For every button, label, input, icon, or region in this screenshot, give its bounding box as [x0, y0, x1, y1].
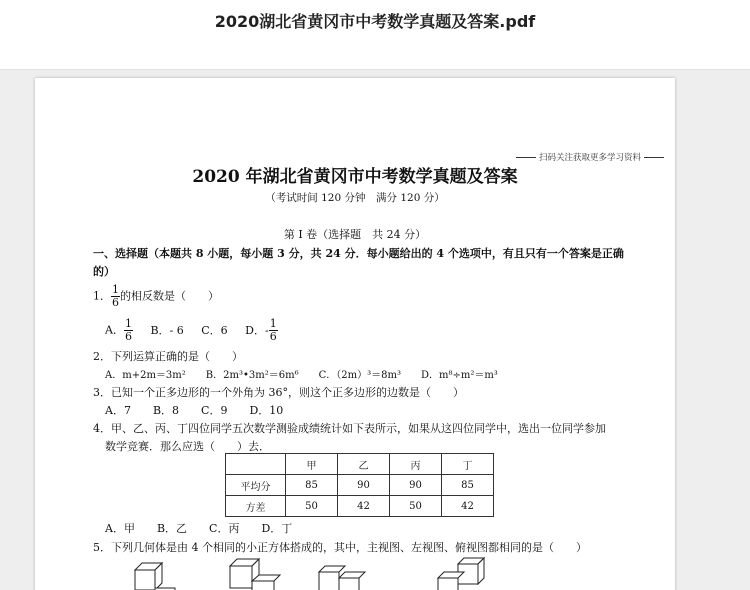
question-2: 2．下列运算正确的是（ ）: [93, 350, 243, 363]
banner-line-right: [644, 157, 664, 158]
figure-c-cubes: [315, 562, 375, 590]
q1-fraction: [111, 284, 120, 309]
pdf-page: [35, 78, 675, 590]
exam-subtitle: （考试时间 120 分钟 满分 120 分）: [265, 192, 445, 204]
q1-d-num: 1: [269, 317, 277, 330]
q1-option-d-label: D．-: [245, 323, 269, 337]
q1-option-d-fraction: [269, 318, 278, 343]
figure-d-cubes: [430, 556, 490, 590]
table-cell: 42: [442, 496, 494, 517]
banner-text: 扫码关注获取更多学习资料: [539, 153, 642, 163]
table-cell: 42: [338, 496, 390, 517]
scores-table: [225, 453, 494, 517]
q1-option-b: B．- 6: [150, 323, 184, 337]
table-header-cell: 丁: [442, 454, 494, 475]
document-title: 2020湖北省黄冈市中考数学真题及答案.pdf: [214, 12, 536, 31]
table-cell: 50: [286, 496, 338, 517]
table-row: [226, 475, 494, 496]
part1-heading-cont: 的）: [93, 265, 115, 278]
q1-text: 的相反数是（ ）: [120, 289, 219, 303]
q3-options: A．7 B．8 C．9 D．10: [105, 404, 284, 417]
question-4-cont: 数学竞赛．那么应选（ ）去．: [105, 440, 270, 453]
table-header-cell: 甲: [286, 454, 338, 475]
table-header-cell: 乙: [338, 454, 390, 475]
q2-options: A．m+2m＝3m² B．2m³•3m²＝6m⁶ C．（2m）³＝8m³ D．m⁸÷m²＝m³: [105, 370, 498, 381]
q1-option-a-fraction: [124, 318, 133, 343]
table-cell: 方差: [226, 496, 286, 517]
question-4: 4．甲、乙、丙、丁四位同学五次数学测验成绩统计如下表所示，如果从这四位同学中，选出一位同学参加: [93, 422, 606, 435]
table-cell: 90: [338, 475, 390, 496]
question-3: 3．已知一个正多边形的一个外角为 36°，则这个正多边形的边数是（ ）: [93, 386, 464, 399]
table-cell: 90: [390, 475, 442, 496]
q1-number: 1．: [93, 289, 111, 303]
part1-heading: 一、选择题（本题共 8 小题，每小题 3 分，共 24 分．每小题给出的 4 个选项中，有且只有一个答案是正确: [93, 247, 624, 260]
table-cell: 85: [286, 475, 338, 496]
q1-d-den: 6: [269, 330, 277, 343]
exam-title: 2020 年湖北省黄冈市中考数学真题及答案: [192, 167, 518, 187]
q1-option-a-label: A．: [105, 323, 124, 337]
viewer-header: [0, 0, 750, 70]
figure-a-cubes: [130, 558, 190, 590]
question-1: [93, 284, 219, 309]
question-5: 5．下列几何体是由 4 个相同的小正方体搭成的，其中，主视图、左视图、俯视图都相同的是（ ）: [93, 541, 587, 554]
q1-a-num: 1: [124, 317, 132, 330]
banner-line-left: [516, 157, 536, 158]
table-cell: 平均分: [226, 475, 286, 496]
figure-b-cubes: [220, 556, 290, 590]
q1-option-c: C．6: [201, 323, 228, 337]
q1-frac-den: 6: [112, 296, 119, 309]
q1-options: [105, 318, 278, 343]
table-header-cell: [226, 454, 286, 475]
table-cell: 85: [442, 475, 494, 496]
table-header-row: [226, 454, 494, 475]
q4-options: A．甲 B．乙 C．丙 D．丁: [105, 522, 293, 535]
table-row: [226, 496, 494, 517]
section-heading: 第 I 卷（选择题 共 24 分）: [283, 228, 427, 241]
q1-frac-num: 1: [112, 283, 119, 296]
table-header-cell: 丙: [390, 454, 442, 475]
table-cell: 50: [390, 496, 442, 517]
q1-a-den: 6: [124, 330, 132, 343]
